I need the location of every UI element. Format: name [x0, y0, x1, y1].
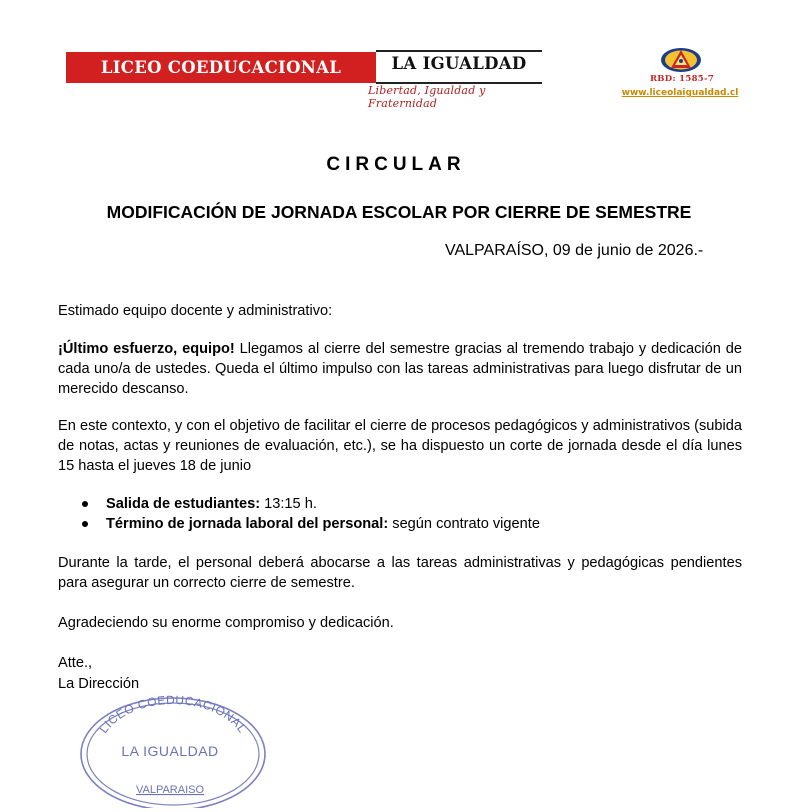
school-emblem-icon — [658, 47, 704, 73]
school-motto: Libertad, Igualdad y Fraternidad — [368, 84, 486, 110]
list-item — [82, 514, 742, 534]
schedule-list — [82, 494, 742, 534]
stamp-bottom-text: VALPARAISO — [135, 784, 205, 796]
greeting: Estimado equipo docente y administrativo: — [58, 303, 333, 319]
paragraph-1 — [58, 339, 742, 399]
school-name-red: LICEO COEDUCACIONAL — [100, 58, 342, 77]
banner-rule-top — [376, 50, 542, 52]
stamp-center-text: LA IGUALDAD — [121, 743, 219, 759]
list-item-label: Salida de estudiantes: — [106, 496, 261, 512]
rbd-label: RBD: 1585-7 — [649, 74, 715, 84]
website-link[interactable]: www.liceolaigualdad.cl — [621, 88, 739, 98]
list-item-value: 13:15 h. — [260, 496, 317, 512]
list-item-label: Término de jornada laboral del personal: — [106, 516, 389, 532]
paragraph-4: Agradeciendo su enorme compromiso y dedicación. — [58, 615, 394, 631]
document-type-title: CIRCULAR — [326, 154, 466, 175]
date-line: VALPARAÍSO, 09 de junio de 2026.- — [445, 242, 704, 259]
school-name-banner-red — [66, 52, 376, 83]
list-item — [82, 494, 742, 514]
school-name-banner-white — [376, 50, 542, 85]
document-subject: MODIFICACIÓN DE JORNADA ESCOLAR POR CIERRE DE SEMESTRE — [106, 202, 692, 222]
paragraph-1-body: Llegamos al cierre del semestre gracias al tremendo trabajo y dedicación de cada uno/a de ustedes. Queda el último impulso con las tareas administrativas para luego disfrutar de un merecido descanso. — [58, 341, 743, 397]
school-name-white: LA IGUALDAD — [391, 54, 527, 73]
signature: La Dirección — [58, 676, 140, 692]
closing: Atte., — [58, 655, 93, 671]
paragraph-3: Durante la tarde, el personal deberá abocarse a las tareas administrativas y pedagógicas pendientes para asegurar un correcto cierre de semestre. — [58, 555, 742, 591]
paragraph-2: En este contexto, y con el objetivo de facilitar el cierre de procesos pedagógicos y administrativos (subida de notas, actas y reuniones de evaluación, etc.), se ha dispuesto un corte de jornada desde el día lunes 15 hasta el jueves 18 de junio — [58, 418, 742, 474]
bullet-icon — [82, 501, 88, 507]
paragraph-1-lead: ¡Último esfuerzo, equipo! — [58, 341, 235, 357]
stamp-arc-text: LICEO COEDUCACIONAL — [96, 692, 250, 736]
list-item-value: según contrato vigente — [388, 516, 540, 532]
bullet-icon — [82, 521, 88, 527]
school-seal-stamp — [78, 690, 268, 808]
